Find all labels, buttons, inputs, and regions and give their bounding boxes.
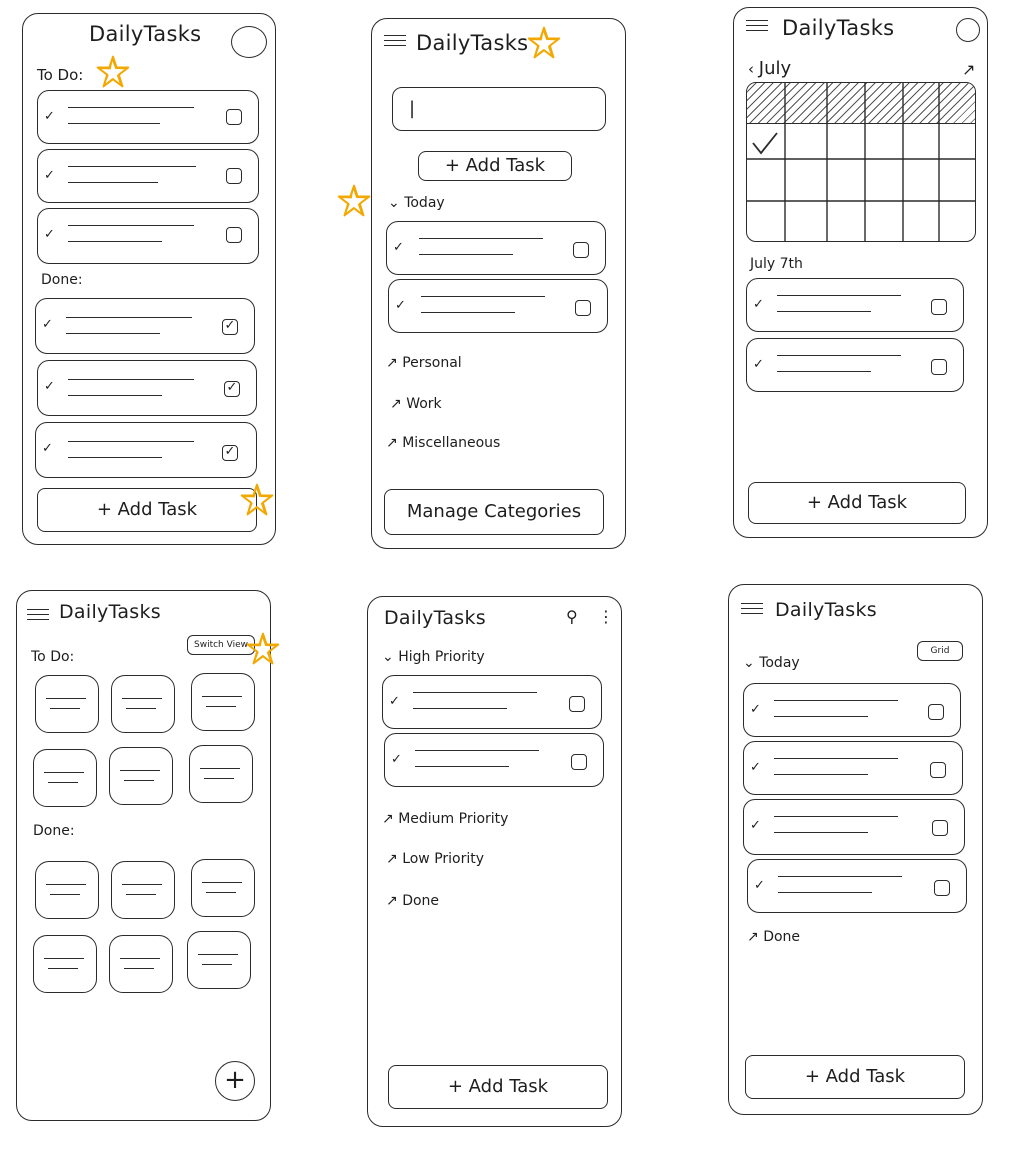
- switch-view-label: Switch View: [194, 640, 248, 650]
- chevron-icon[interactable]: ✓: [44, 109, 55, 124]
- task-checkbox[interactable]: [575, 300, 591, 316]
- grid-toggle-label: Grid: [930, 646, 950, 656]
- selected-date-label: July 7th: [750, 256, 803, 272]
- medium-priority-section-header[interactable]: [382, 811, 508, 827]
- screen-calendar-view: [733, 7, 988, 538]
- search-input[interactable]: [392, 87, 606, 131]
- task-card[interactable]: [746, 278, 964, 332]
- chevron-icon[interactable]: ✓: [395, 298, 406, 313]
- screen-categories-view: [371, 18, 626, 549]
- done-task-tile[interactable]: [191, 859, 255, 917]
- category-personal[interactable]: [386, 355, 462, 371]
- done-task-tile[interactable]: [111, 861, 175, 919]
- task-checkbox[interactable]: [569, 696, 585, 712]
- plus-icon: +: [224, 1065, 246, 1095]
- star-annotation-icon: [245, 631, 281, 667]
- screen-list-view: [22, 13, 276, 545]
- section-label: Done: [763, 929, 801, 945]
- task-card[interactable]: [743, 741, 963, 795]
- star-annotation-icon: [526, 25, 562, 61]
- done-section-label: Done:: [33, 823, 75, 839]
- task-checkbox[interactable]: [226, 227, 242, 243]
- category-work[interactable]: [390, 396, 442, 412]
- chevron-icon[interactable]: ✓: [750, 702, 761, 717]
- screen-today-view: [728, 584, 983, 1115]
- chevron-right-icon: ↗: [390, 396, 402, 412]
- calendar-lines: [747, 83, 976, 242]
- calendar-grid[interactable]: [746, 82, 976, 242]
- done-task-tile[interactable]: [33, 935, 97, 993]
- task-checkbox[interactable]: [928, 704, 944, 720]
- done-task-card[interactable]: [35, 298, 255, 354]
- task-card[interactable]: [384, 733, 604, 787]
- menu-icon[interactable]: [384, 35, 406, 51]
- task-card[interactable]: [37, 149, 259, 203]
- chevron-icon[interactable]: ✓: [44, 379, 55, 394]
- low-priority-section-header[interactable]: [386, 851, 484, 867]
- app-title: DailyTasks: [775, 599, 877, 621]
- task-card[interactable]: [37, 208, 259, 264]
- chevron-down-icon: ⌄: [382, 649, 394, 665]
- star-annotation-icon: [239, 482, 275, 518]
- task-card[interactable]: [386, 221, 606, 275]
- more-options-icon[interactable]: ⋮: [598, 607, 614, 626]
- add-task-button[interactable]: + Add Task: [388, 1065, 608, 1109]
- chevron-icon[interactable]: ✓: [393, 240, 404, 255]
- chevron-icon[interactable]: ✓: [391, 752, 402, 767]
- app-title: DailyTasks: [384, 607, 486, 629]
- task-checkbox[interactable]: [571, 754, 587, 770]
- task-checkbox[interactable]: [932, 820, 948, 836]
- chevron-right-icon: ↗: [386, 851, 398, 867]
- chevron-icon[interactable]: ✓: [44, 227, 55, 242]
- task-tile[interactable]: [189, 745, 253, 803]
- category-label: Work: [406, 396, 442, 412]
- add-task-button[interactable]: + Add Task: [418, 151, 572, 181]
- search-input-value: |: [409, 98, 416, 119]
- task-card[interactable]: [747, 859, 967, 913]
- chevron-right-icon: ↗: [382, 811, 394, 827]
- task-tile[interactable]: [33, 749, 97, 807]
- category-miscellaneous[interactable]: [386, 435, 500, 451]
- manage-categories-button[interactable]: Manage Categories: [384, 489, 604, 535]
- search-icon[interactable]: ⚲: [566, 607, 578, 626]
- profile-icon[interactable]: [956, 18, 980, 42]
- task-card[interactable]: [743, 799, 965, 855]
- done-task-tile[interactable]: [187, 931, 251, 989]
- task-card[interactable]: [743, 683, 961, 737]
- month-navigation: [748, 58, 791, 79]
- done-section-label: Done:: [41, 272, 83, 288]
- chevron-icon[interactable]: ✓: [750, 760, 761, 775]
- task-tile[interactable]: [109, 747, 173, 805]
- chevron-right-icon: ↗: [386, 893, 398, 909]
- task-checkbox[interactable]: [226, 109, 242, 125]
- done-task-tile[interactable]: [109, 935, 173, 993]
- section-label: Medium Priority: [398, 811, 509, 827]
- chevron-down-icon: ⌄: [388, 195, 400, 211]
- task-checkbox[interactable]: [931, 299, 947, 315]
- star-annotation-icon: [95, 54, 131, 90]
- done-section-header[interactable]: [747, 929, 800, 945]
- app-title: DailyTasks: [782, 16, 895, 40]
- category-label: Personal: [402, 355, 462, 371]
- chevron-right-icon: ↗: [386, 355, 398, 371]
- avatar-icon[interactable]: [231, 26, 267, 58]
- add-task-button[interactable]: + Add Task: [745, 1055, 965, 1099]
- menu-icon[interactable]: [27, 609, 49, 625]
- task-checkbox[interactable]: [931, 359, 947, 375]
- category-label: Miscellaneous: [402, 435, 501, 451]
- done-task-card[interactable]: [35, 422, 257, 478]
- menu-icon[interactable]: [746, 20, 768, 36]
- app-title: DailyTasks: [89, 22, 202, 46]
- task-checkbox[interactable]: [934, 880, 950, 896]
- chevron-left-icon[interactable]: ‹: [748, 60, 754, 78]
- done-task-tile[interactable]: [35, 861, 99, 919]
- task-checkbox-checked[interactable]: ✓: [224, 381, 240, 397]
- todo-section-label: To Do:: [37, 66, 84, 84]
- task-tile[interactable]: [111, 675, 175, 733]
- task-checkbox-checked[interactable]: ✓: [222, 319, 238, 335]
- chevron-icon[interactable]: ✓: [389, 694, 400, 709]
- task-card[interactable]: [388, 279, 608, 333]
- chevron-right-icon: ↗: [747, 929, 759, 945]
- chevron-icon[interactable]: ✓: [753, 357, 764, 372]
- task-tile[interactable]: [191, 673, 255, 731]
- section-label: High Priority: [398, 649, 485, 665]
- grid-toggle-button[interactable]: [917, 641, 963, 661]
- menu-icon[interactable]: [741, 603, 763, 619]
- today-section-header[interactable]: [743, 655, 800, 671]
- today-label: Today: [404, 195, 445, 211]
- chevron-icon[interactable]: ✓: [750, 818, 761, 833]
- task-card[interactable]: [37, 90, 259, 144]
- add-task-fab[interactable]: [215, 1061, 255, 1101]
- chevron-icon[interactable]: ✓: [753, 297, 764, 312]
- add-task-button[interactable]: + Add Task: [748, 482, 966, 524]
- app-title: DailyTasks: [59, 601, 161, 623]
- chevron-icon[interactable]: ✓: [42, 317, 53, 332]
- add-task-button[interactable]: + Add Task: [37, 488, 257, 532]
- task-card[interactable]: [382, 675, 602, 729]
- chevron-icon[interactable]: ✓: [754, 878, 765, 893]
- task-checkbox-checked[interactable]: ✓: [222, 445, 238, 461]
- app-title: DailyTasks: [416, 31, 529, 55]
- today-label: Today: [759, 655, 800, 671]
- chevron-icon[interactable]: ✓: [42, 441, 53, 456]
- section-label: Low Priority: [402, 851, 485, 867]
- task-tile[interactable]: [35, 675, 99, 733]
- todo-section-label: To Do:: [31, 649, 75, 665]
- chevron-right-icon: ↗: [386, 435, 398, 451]
- done-section-header[interactable]: [386, 893, 439, 909]
- today-section-header[interactable]: [388, 195, 445, 211]
- chevron-down-icon: ⌄: [743, 655, 755, 671]
- task-checkbox[interactable]: [573, 242, 589, 258]
- task-checkbox[interactable]: [226, 168, 242, 184]
- screen-priority-view: [367, 596, 622, 1127]
- month-label: July: [758, 58, 792, 79]
- task-checkbox[interactable]: [930, 762, 946, 778]
- chevron-icon[interactable]: ✓: [44, 168, 55, 183]
- section-label: Done: [402, 893, 440, 909]
- task-card[interactable]: [746, 338, 964, 392]
- chevron-right-icon[interactable]: ↗: [962, 60, 976, 79]
- high-priority-section-header[interactable]: [382, 649, 485, 665]
- done-task-card[interactable]: [37, 360, 257, 416]
- screen-grid-view: [16, 590, 271, 1121]
- star-annotation-icon: [336, 183, 372, 219]
